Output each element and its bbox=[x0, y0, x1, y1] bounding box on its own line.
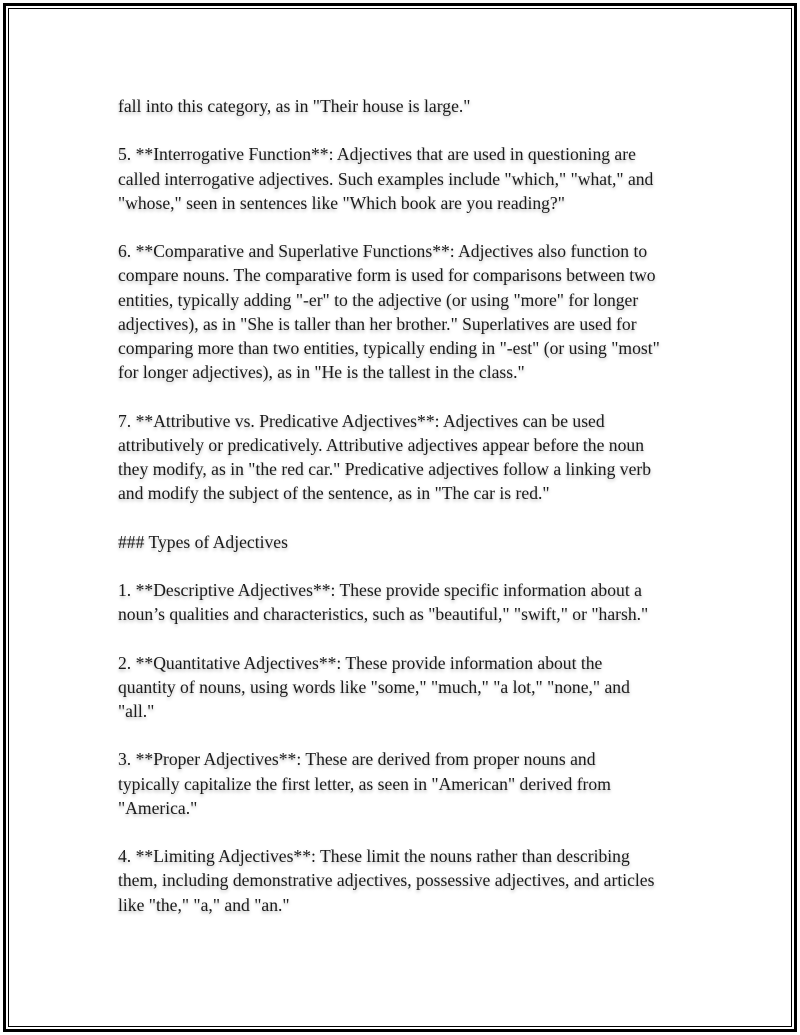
paragraph-proper-adjectives: 3. **Proper Adjectives**: These are derived from proper nouns and typically capitalize the first letter, as seen in "American" derived from "America." bbox=[118, 749, 611, 818]
section-heading-types-of-adjectives: ### Types of Adjectives bbox=[118, 531, 288, 552]
paragraph-limiting-adjectives: 4. **Limiting Adjectives**: These limit the nouns rather than describing them, including demonstrative adjectives, possessive adjectives, and articles like "the," "a," and "an." bbox=[118, 846, 655, 915]
paragraph-attributive-predicative: 7. **Attributive vs. Predicative Adjectives**: Adjectives can be used attributively or predicatively. Attributive adjectives appear before the noun they modify, as in "the red car." Predicative adjectives follow a linking verb and modify the subject of the sentence, as in "The car is red." bbox=[118, 410, 652, 504]
paragraph-comparative-superlative: 6. **Comparative and Superlative Functions**: Adjectives also function to compare nouns. The comparative form is used for comparisons between two entities, typically adding "-er" to the adjective (or using "more" for longer adjectives), as in "She is taller than her brother." Superlatives are used for comparing more than two entities, typically ending in "-est" (or using "most" for longer adjectives), as in "He is the tallest in the class." bbox=[118, 241, 660, 383]
paragraph-interrogative-function: 5. **Interrogative Function**: Adjectives that are used in questioning are called interrogative adjectives. Such examples include "which," "what," and "whose," seen in sentences like "Which book are you reading?" bbox=[118, 144, 654, 213]
paragraph-interrogative-tail: fall into this category, as in "Their house is large." bbox=[118, 96, 471, 116]
paragraph-quantitative-adjectives: 2. **Quantitative Adjectives**: These provide information about the quantity of nouns, using words like "some," "much," "a lot," "none," and "all." bbox=[118, 652, 630, 721]
document-body bbox=[118, 94, 698, 917]
page-border bbox=[3, 3, 797, 1032]
paragraph-descriptive-adjectives: 1. **Descriptive Adjectives**: These provide specific information about a noun’s qualities and characteristics, such as "beautiful," "swift," or "harsh." bbox=[118, 579, 649, 625]
